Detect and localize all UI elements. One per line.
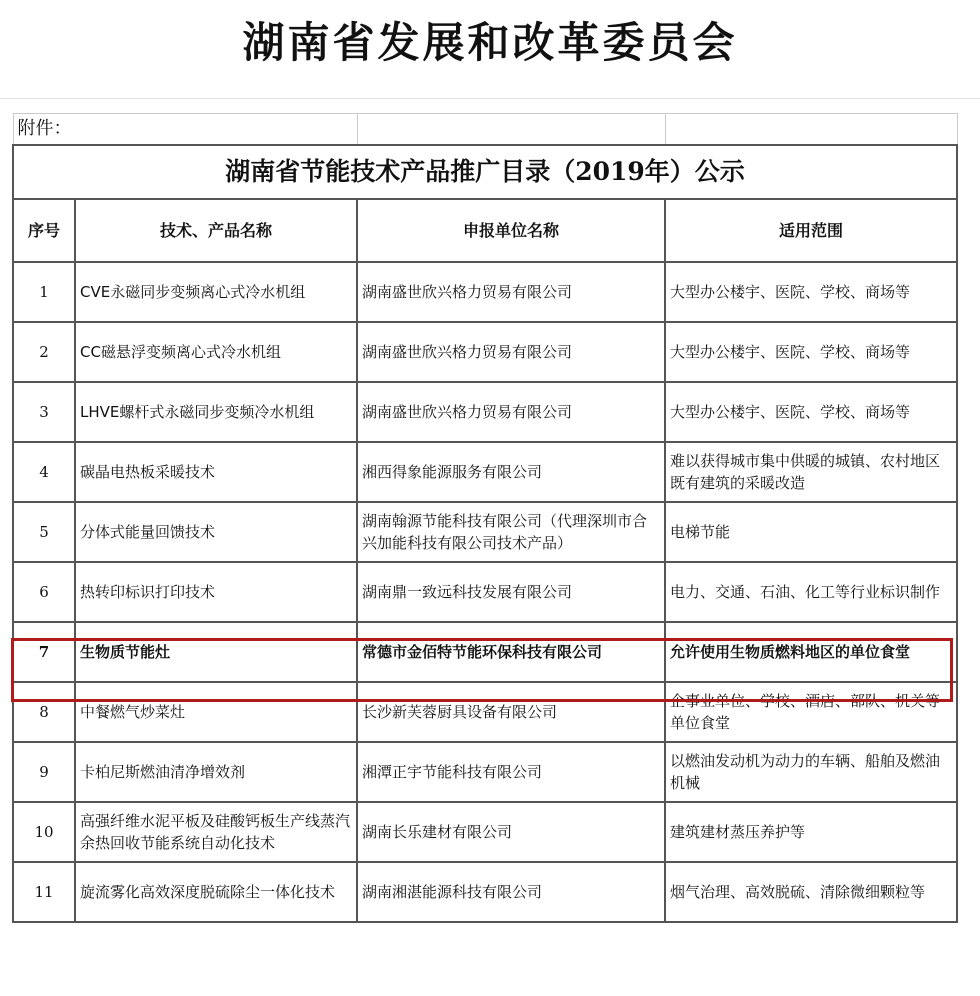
product-name: 分体式能量回馈技术 (75, 502, 357, 562)
row-number: 10 (13, 802, 75, 862)
application-scope: 以燃油发动机为动力的车辆、船舶及燃油机械 (665, 742, 957, 802)
application-scope: 烟气治理、高效脱硫、清除微细颗粒等 (665, 862, 957, 922)
application-scope: 允许使用生物质燃料地区的单位食堂 (665, 622, 957, 682)
application-scope: 大型办公楼宇、医院、学校、商场等 (665, 382, 957, 442)
catalog-table (12, 113, 958, 923)
application-scope: 企事业单位、学校、酒店、部队、机关等单位食堂 (665, 682, 957, 742)
applicant-unit: 湖南鼎一致远科技发展有限公司 (357, 562, 665, 622)
applicant-unit: 湖南长乐建材有限公司 (357, 802, 665, 862)
table-row (13, 502, 957, 562)
row-number: 8 (13, 682, 75, 742)
row-number: 7 (13, 622, 75, 682)
applicant-unit: 湘西得象能源服务有限公司 (357, 442, 665, 502)
row-number: 5 (13, 502, 75, 562)
empty-cell (665, 114, 957, 146)
table-row (13, 442, 957, 502)
column-header-scope: 适用范围 (665, 199, 957, 262)
row-number: 2 (13, 322, 75, 382)
table-title: 湖南省节能技术产品推广目录（2019年）公示 (13, 145, 957, 199)
product-name: 中餐燃气炒菜灶 (75, 682, 357, 742)
attachment-label: 附件： (13, 114, 357, 146)
attachment-row (13, 114, 957, 146)
table-row (13, 562, 957, 622)
applicant-unit: 长沙新芙蓉厨具设备有限公司 (357, 682, 665, 742)
product-name: CC磁悬浮变频离心式冷水机组 (75, 322, 357, 382)
product-name: LHVE螺杆式永磁同步变频冷水机组 (75, 382, 357, 442)
table-row (13, 742, 957, 802)
applicant-unit: 湖南盛世欣兴格力贸易有限公司 (357, 262, 665, 322)
table-row (13, 682, 957, 742)
header-row (13, 199, 957, 262)
page-title: 湖南省发展和改革委员会 (242, 18, 738, 67)
application-scope: 难以获得城市集中供暖的城镇、农村地区既有建筑的采暖改造 (665, 442, 957, 502)
row-number: 9 (13, 742, 75, 802)
application-scope: 电力、交通、石油、化工等行业标识制作 (665, 562, 957, 622)
applicant-unit: 常德市金佰特节能环保科技有限公司 (357, 622, 665, 682)
column-header-no: 序号 (13, 199, 75, 262)
applicant-unit: 湘潭正宇节能科技有限公司 (357, 742, 665, 802)
application-scope: 建筑建材蒸压养护等 (665, 802, 957, 862)
product-name: 旋流雾化高效深度脱硫除尘一体化技术 (75, 862, 357, 922)
table-row (13, 382, 957, 442)
table-row (13, 262, 957, 322)
empty-cell (357, 114, 665, 146)
product-name: CVE永磁同步变频离心式冷水机组 (75, 262, 357, 322)
row-number: 6 (13, 562, 75, 622)
divider (0, 98, 980, 99)
product-name: 碳晶电热板采暖技术 (75, 442, 357, 502)
table-row (13, 322, 957, 382)
applicant-unit: 湖南盛世欣兴格力贸易有限公司 (357, 322, 665, 382)
application-scope: 电梯节能 (665, 502, 957, 562)
row-number: 4 (13, 442, 75, 502)
row-number: 3 (13, 382, 75, 442)
product-name: 生物质节能灶 (75, 622, 357, 682)
application-scope: 大型办公楼宇、医院、学校、商场等 (665, 262, 957, 322)
applicant-unit: 湖南盛世欣兴格力贸易有限公司 (357, 382, 665, 442)
highlighted-row (13, 622, 957, 682)
column-header-name: 技术、产品名称 (75, 199, 357, 262)
application-scope: 大型办公楼宇、医院、学校、商场等 (665, 322, 957, 382)
row-number: 1 (13, 262, 75, 322)
table-row (13, 862, 957, 922)
table-row (13, 802, 957, 862)
row-number: 11 (13, 862, 75, 922)
applicant-unit: 湖南湘湛能源科技有限公司 (357, 862, 665, 922)
column-header-unit: 申报单位名称 (357, 199, 665, 262)
product-name: 热转印标识打印技术 (75, 562, 357, 622)
table-title-row (13, 145, 957, 199)
applicant-unit: 湖南翰源节能科技有限公司（代理深圳市合兴加能科技有限公司技术产品） (357, 502, 665, 562)
product-name: 高强纤维水泥平板及硅酸钙板生产线蒸汽余热回收节能系统自动化技术 (75, 802, 357, 862)
product-name: 卡柏尼斯燃油清净增效剂 (75, 742, 357, 802)
